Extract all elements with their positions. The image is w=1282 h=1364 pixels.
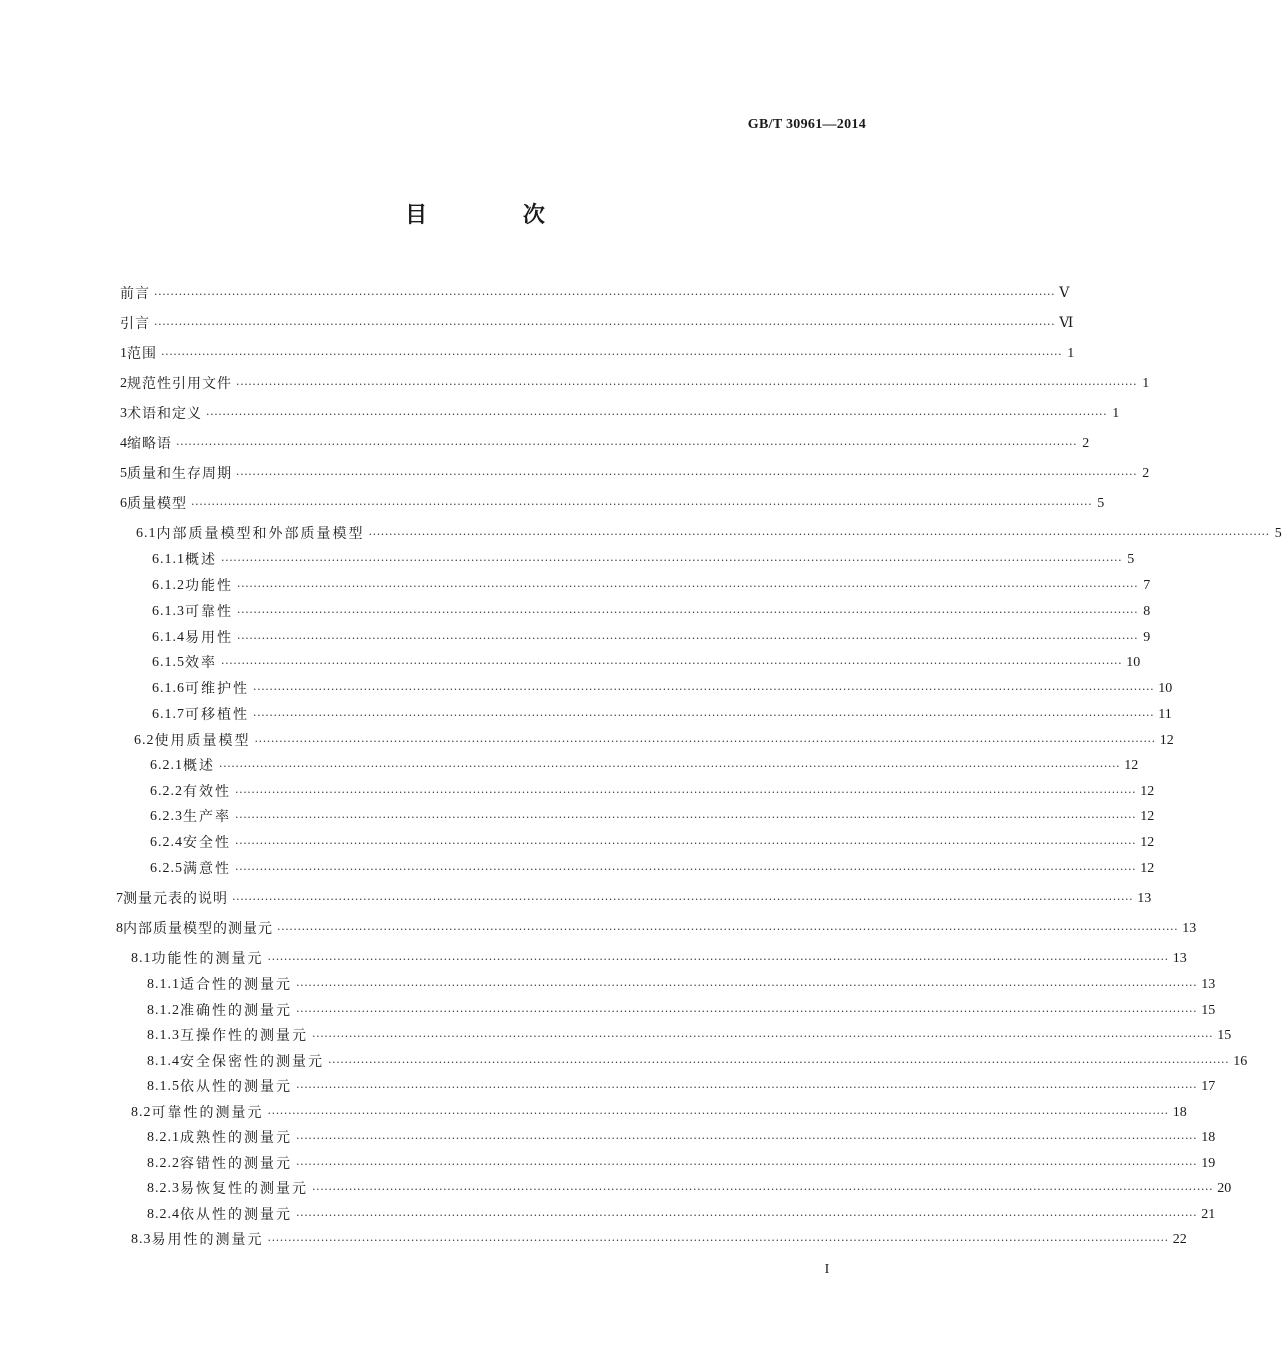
toc-entry-title: 准确性的测量元 <box>180 1003 292 1019</box>
toc-entry[interactable] <box>116 888 1152 908</box>
toc-entry-number: 8.1.2 <box>147 1003 180 1018</box>
toc-entry-number: 4 <box>120 436 127 451</box>
toc-entry-title: 可靠性 <box>185 604 233 620</box>
toc-entry-page: 9 <box>1143 630 1151 645</box>
toc-entry-title: 可靠性的测量元 <box>151 1105 264 1121</box>
dot-leader: ···························································································································································································································· <box>221 657 1123 670</box>
dot-leader: ···························································································································································································································· <box>235 863 1137 876</box>
toc-entry-number: 6.2.5 <box>150 861 183 876</box>
dot-leader: ···························································································································································································································· <box>312 1183 1214 1196</box>
toc-entry-page: 1 <box>1112 406 1120 421</box>
toc-entry[interactable] <box>131 1102 1187 1122</box>
toc-entry[interactable] <box>131 1229 1187 1249</box>
toc-entry[interactable] <box>147 974 1216 994</box>
toc-entry[interactable] <box>120 403 1120 423</box>
toc-entry[interactable] <box>120 433 1090 453</box>
toc-entry-number: 8.2.4 <box>147 1207 180 1222</box>
dot-leader: ···························································································································································································································· <box>235 811 1137 824</box>
toc-entry[interactable] <box>131 948 1187 968</box>
dot-leader: ···························································································································································································································· <box>219 760 1121 773</box>
toc-entry-number: 3 <box>120 406 127 421</box>
dot-leader: ···························································································································································································································· <box>237 606 1139 619</box>
toc-entry-title: 内部质量模型的测量元 <box>123 921 273 937</box>
toc-entry[interactable] <box>152 549 1135 569</box>
toc-entry[interactable] <box>120 283 1070 303</box>
toc-entry[interactable] <box>152 678 1173 698</box>
toc-entry-number: 7 <box>116 891 123 906</box>
toc-entry-title: 可维护性 <box>185 681 249 697</box>
toc-entry-page: 18 <box>1201 1130 1216 1145</box>
toc-entry-page: 12 <box>1140 809 1155 824</box>
toc-entry-page: 12 <box>1140 861 1155 876</box>
toc-entry-page: 10 <box>1158 681 1173 696</box>
toc-entry-number: 8.2 <box>131 1105 152 1120</box>
toc-entry-page: 11 <box>1158 707 1172 722</box>
toc-entry-title: 易用性的测量元 <box>151 1232 264 1248</box>
toc-entry-number: 6 <box>120 496 127 511</box>
toc-entry-title: 内部质量模型和外部质量模型 <box>156 526 365 542</box>
dot-leader: ···························································································································································································································· <box>235 837 1137 850</box>
dot-leader: ···························································································································································································································· <box>254 735 1156 748</box>
toc-entry-title: 生产率 <box>183 809 231 825</box>
toc-entry-page: 13 <box>1172 951 1187 966</box>
toc-entry-page: 2 <box>1082 436 1090 451</box>
toc-entry[interactable] <box>152 601 1151 621</box>
toc-entry-page: 21 <box>1201 1207 1216 1222</box>
toc-entry[interactable] <box>147 1076 1216 1096</box>
dot-leader: ···························································································································································································································· <box>296 979 1198 992</box>
toc-entry-number: 6.1.2 <box>152 578 185 593</box>
dot-leader: ···························································································································································································································· <box>267 953 1169 966</box>
toc-entry-title: 规范性引用文件 <box>127 376 232 392</box>
dot-leader: ···························································································································································································································· <box>161 348 1063 361</box>
toc-entry-title: 效率 <box>185 655 217 671</box>
dot-leader: ···························································································································································································································· <box>236 468 1138 481</box>
page-number: I <box>824 1262 830 1277</box>
toc-entry[interactable] <box>147 1178 1232 1198</box>
toc-entry[interactable] <box>120 463 1150 483</box>
toc-entry-title: 功能性 <box>185 578 233 594</box>
toc-entry-title: 成熟性的测量元 <box>180 1130 292 1146</box>
toc-entry-number: 6.1.5 <box>152 655 185 670</box>
toc-entry-page: 18 <box>1172 1105 1187 1120</box>
toc-entry[interactable] <box>120 373 1150 393</box>
toc-entry-number: 8.2.2 <box>147 1156 180 1171</box>
toc-entry-page: 12 <box>1159 733 1174 748</box>
toc-entry-page: 16 <box>1233 1054 1248 1069</box>
toc-entry[interactable] <box>152 652 1141 672</box>
toc-entry[interactable] <box>150 806 1155 826</box>
dot-leader: ···························································································································································································································· <box>236 378 1138 391</box>
toc-entry-number: 6.2 <box>134 733 155 748</box>
dot-leader: ···························································································································································································································· <box>296 1081 1198 1094</box>
toc-entry-title: 概述 <box>185 552 217 568</box>
toc-entry-number: 2 <box>120 376 127 391</box>
toc-entry[interactable] <box>150 781 1155 801</box>
toc-entry-number: 6.1 <box>136 526 157 541</box>
toc-entry-page: 12 <box>1140 784 1155 799</box>
dot-leader: ···························································································································································································································· <box>296 1209 1198 1222</box>
toc-entry-title: 前言 <box>120 286 150 302</box>
toc-entry[interactable] <box>136 523 1282 543</box>
toc-entry-page: 12 <box>1140 835 1155 850</box>
toc-entry[interactable] <box>147 1000 1216 1020</box>
page-title: 目 次 <box>405 203 589 228</box>
dot-leader: ···························································································································································································································· <box>221 554 1123 567</box>
toc-entry-title: 质量和生存周期 <box>127 466 232 482</box>
toc-entry[interactable] <box>147 1127 1216 1147</box>
toc-entry[interactable] <box>120 493 1105 513</box>
dot-leader: ···························································································································································································································· <box>235 786 1137 799</box>
toc-entry-page: 5 <box>1274 526 1282 541</box>
toc-entry-number: 6.2.2 <box>150 784 183 799</box>
toc-entry-title: 测量元表的说明 <box>123 891 228 907</box>
toc-entry-title: 缩略语 <box>127 436 172 452</box>
toc-entry-title: 满意性 <box>183 861 231 877</box>
dot-leader: ···························································································································································································································· <box>267 1234 1169 1247</box>
dot-leader: ···························································································································································································································· <box>253 683 1155 696</box>
toc-entry-page: Ⅵ <box>1059 316 1074 331</box>
dot-leader: ···························································································································································································································· <box>296 1132 1198 1145</box>
toc-entry-page: 1 <box>1067 346 1075 361</box>
toc-entry-number: 8.1 <box>131 951 152 966</box>
toc-entry[interactable] <box>147 1153 1216 1173</box>
toc-entry[interactable] <box>150 832 1155 852</box>
toc-entry-number: 6.1.1 <box>152 552 185 567</box>
toc-entry-number: 8.1.3 <box>147 1028 180 1043</box>
toc-entry-title: 引言 <box>120 316 150 332</box>
toc-entry-number: 6.2.3 <box>150 809 183 824</box>
toc-entry-number: 6.1.7 <box>152 707 185 722</box>
toc-entry[interactable] <box>147 1051 1248 1071</box>
standard-number: GB/T 30961—2014 <box>747 117 866 132</box>
dot-leader: ···························································································································································································································· <box>368 528 1270 541</box>
toc-entry-number: 8.1.5 <box>147 1079 180 1094</box>
toc-entry[interactable] <box>147 1025 1232 1045</box>
toc-entry-number: 8.2.1 <box>147 1130 180 1145</box>
dot-leader: ···························································································································································································································· <box>154 318 1056 331</box>
toc-entry-title: 概述 <box>183 758 215 774</box>
toc-entry-page: 15 <box>1201 1003 1216 1018</box>
toc-entry-page: 12 <box>1124 758 1139 773</box>
toc-entry-number: 6.2.4 <box>150 835 183 850</box>
toc-entry[interactable] <box>152 704 1172 724</box>
toc-entry-title: 依从性的测量元 <box>180 1079 292 1095</box>
toc-entry-page: 19 <box>1201 1156 1216 1171</box>
toc-entry-page: 2 <box>1142 466 1150 481</box>
toc-entry-title: 易恢复性的测量元 <box>180 1181 308 1197</box>
dot-leader: ···························································································································································································································· <box>154 288 1056 301</box>
toc-entry-page: 13 <box>1182 921 1197 936</box>
toc-entry-page: 7 <box>1143 578 1151 593</box>
toc-entry[interactable] <box>152 575 1151 595</box>
toc-entry-number: 6.1.6 <box>152 681 185 696</box>
dot-leader: ···························································································································································································································· <box>296 1158 1198 1171</box>
toc-entry-title: 互操作性的测量元 <box>180 1028 308 1044</box>
toc-entry-title: 功能性的测量元 <box>151 951 264 967</box>
toc-entry-number: 6.2.1 <box>150 758 183 773</box>
toc-entry-page: 13 <box>1137 891 1152 906</box>
dot-leader: ···························································································································································································································· <box>296 1005 1198 1018</box>
toc-entry[interactable] <box>116 918 1197 938</box>
toc-entry-page: 17 <box>1201 1079 1216 1094</box>
toc-entry-number: 8.1.4 <box>147 1054 180 1069</box>
dot-leader: ···························································································································································································································· <box>237 632 1139 645</box>
toc-entry-title: 质量模型 <box>127 496 187 512</box>
dot-leader: ···························································································································································································································· <box>253 709 1155 722</box>
toc-entry-page: Ⅴ <box>1059 286 1070 301</box>
toc-entry-title: 有效性 <box>183 784 231 800</box>
toc-entry-title: 容错性的测量元 <box>180 1156 292 1172</box>
toc-entry-number: 8.1.1 <box>147 977 180 992</box>
toc-entry-title: 可移植性 <box>185 707 249 723</box>
toc-entry-page: 13 <box>1201 977 1216 992</box>
toc-entry-page: 22 <box>1172 1232 1187 1247</box>
toc-entry-page: 10 <box>1126 655 1141 670</box>
toc-entry[interactable] <box>152 627 1151 647</box>
toc-entry-page: 15 <box>1217 1028 1232 1043</box>
toc-entry-page: 20 <box>1217 1181 1232 1196</box>
toc-entry-title: 术语和定义 <box>127 406 202 422</box>
dot-leader: ···························································································································································································································· <box>267 1107 1169 1120</box>
toc-entry-number: 8.3 <box>131 1232 152 1247</box>
toc-entry-page: 8 <box>1143 604 1151 619</box>
toc-entry[interactable] <box>150 858 1155 878</box>
dot-leader: ···························································································································································································································· <box>328 1056 1230 1069</box>
toc-entry-title: 安全保密性的测量元 <box>180 1054 324 1070</box>
toc-entry-page: 5 <box>1097 496 1105 511</box>
toc-entry-number: 6.1.4 <box>152 630 185 645</box>
dot-leader: ···························································································································································································································· <box>191 498 1093 511</box>
toc-entry-number: 6.1.3 <box>152 604 185 619</box>
toc-entry[interactable] <box>147 1204 1216 1224</box>
toc-entry-title: 依从性的测量元 <box>180 1207 292 1223</box>
toc-entry-title: 安全性 <box>183 835 231 851</box>
dot-leader: ···························································································································································································································· <box>206 408 1108 421</box>
toc-entry-number: 5 <box>120 466 127 481</box>
dot-leader: ···························································································································································································································· <box>312 1030 1214 1043</box>
toc-entry-number: 8 <box>116 921 123 936</box>
toc-entry-number: 8.2.3 <box>147 1181 180 1196</box>
toc-entry-title: 易用性 <box>185 630 233 646</box>
dot-leader: ···························································································································································································································· <box>176 438 1078 451</box>
toc-entry-title: 适合性的测量元 <box>180 977 292 993</box>
dot-leader: ···························································································································································································································· <box>277 923 1179 936</box>
toc-entry[interactable] <box>150 755 1139 775</box>
dot-leader: ···························································································································································································································· <box>232 893 1134 906</box>
toc-entry-page: 1 <box>1142 376 1150 391</box>
toc-entry[interactable] <box>134 730 1174 750</box>
toc-entry-number: 1 <box>120 346 127 361</box>
toc-entry[interactable] <box>120 343 1075 363</box>
toc-entry-title: 使用质量模型 <box>154 733 251 749</box>
dot-leader: ···························································································································································································································· <box>237 580 1139 593</box>
toc-entry-title: 范围 <box>127 346 157 362</box>
toc-entry-page: 5 <box>1127 552 1135 567</box>
toc-entry[interactable] <box>120 313 1074 333</box>
